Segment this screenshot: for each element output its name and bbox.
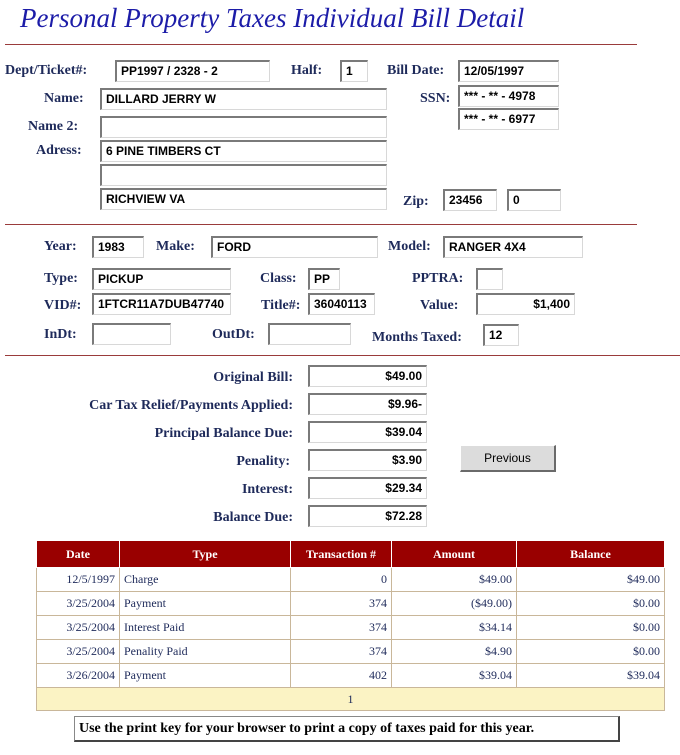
zip-ext-field[interactable]: 0 xyxy=(507,189,561,211)
model-label: Model: xyxy=(388,239,431,254)
cell-transaction: 374 xyxy=(291,616,392,640)
cell-amount: $34.14 xyxy=(392,616,517,640)
cell-type: Penality Paid xyxy=(120,640,291,664)
cell-balance: $49.00 xyxy=(517,568,665,592)
table-row xyxy=(37,568,665,592)
principal-balance-label: Principal Balance Due: xyxy=(154,426,293,441)
table-pager-row xyxy=(37,688,665,711)
address-line1-field[interactable]: 6 PINE TIMBERS CT xyxy=(100,140,387,162)
table-row xyxy=(37,640,665,664)
half-label: Half: xyxy=(291,63,323,78)
class-label: Class: xyxy=(260,271,297,286)
type-label: Type: xyxy=(44,271,78,286)
cell-transaction: 402 xyxy=(291,664,392,688)
previous-button[interactable]: Previous xyxy=(460,445,556,472)
title-number-field[interactable]: 36040113 xyxy=(308,293,375,315)
balance-due-field[interactable]: $72.28 xyxy=(308,505,427,527)
cell-type: Charge xyxy=(120,568,291,592)
cell-date: 3/25/2004 xyxy=(37,592,120,616)
table-row xyxy=(37,664,665,688)
cell-balance: $0.00 xyxy=(517,616,665,640)
outdt-label: OutDt: xyxy=(212,327,255,342)
print-instruction-note: Use the print key for your browser to print a copy of taxes paid for this year. xyxy=(74,716,620,742)
ssn-field-1[interactable]: *** - ** - 4978 xyxy=(458,85,559,107)
column-header-type: Type xyxy=(120,541,291,568)
cell-type: Payment xyxy=(120,592,291,616)
name-field[interactable]: DILLARD JERRY W xyxy=(100,88,387,110)
model-field[interactable]: RANGER 4X4 xyxy=(443,236,583,258)
cell-balance: $0.00 xyxy=(517,640,665,664)
column-header-date: Date xyxy=(37,541,120,568)
value-label: Value: xyxy=(420,298,459,313)
name2-field[interactable] xyxy=(100,116,387,138)
table-header-row xyxy=(37,541,665,568)
divider xyxy=(5,224,637,225)
cell-date: 3/25/2004 xyxy=(37,616,120,640)
outdt-field[interactable] xyxy=(268,323,351,345)
indt-field[interactable] xyxy=(92,323,171,345)
original-bill-label: Original Bill: xyxy=(213,370,293,385)
vid-field[interactable]: 1FTCR11A7DUB47740 xyxy=(92,293,231,315)
column-header-balance: Balance xyxy=(517,541,665,568)
year-label: Year: xyxy=(44,239,77,254)
ssn-field-2[interactable]: *** - ** - 6977 xyxy=(458,108,559,130)
make-label: Make: xyxy=(156,239,195,254)
table-row xyxy=(37,616,665,640)
column-header-transaction: Transaction # xyxy=(291,541,392,568)
cell-amount: $4.90 xyxy=(392,640,517,664)
cell-date: 12/5/1997 xyxy=(37,568,120,592)
interest-field[interactable]: $29.34 xyxy=(308,477,427,499)
dept-ticket-label: Dept/Ticket#: xyxy=(5,63,88,78)
penalty-label: Penality: xyxy=(236,454,290,469)
original-bill-field[interactable]: $49.00 xyxy=(308,365,427,387)
cell-type: Interest Paid xyxy=(120,616,291,640)
cell-amount: ($49.00) xyxy=(392,592,517,616)
value-field[interactable]: $1,400 xyxy=(476,293,575,315)
cell-date: 3/25/2004 xyxy=(37,640,120,664)
pptra-label: PPTRA: xyxy=(412,271,464,286)
cell-type: Payment xyxy=(120,664,291,688)
cell-amount: $39.04 xyxy=(392,664,517,688)
name2-label: Name 2: xyxy=(28,119,79,134)
year-field[interactable]: 1983 xyxy=(92,236,144,258)
address-label: Adress: xyxy=(36,143,82,158)
penalty-field[interactable]: $3.90 xyxy=(308,449,427,471)
interest-label: Interest: xyxy=(241,482,293,497)
type-field[interactable]: PICKUP xyxy=(92,268,231,290)
title-number-label: Title#: xyxy=(261,298,301,313)
half-field[interactable]: 1 xyxy=(340,60,368,82)
balance-due-label: Balance Due: xyxy=(213,510,293,525)
page-number-link[interactable]: 1 xyxy=(37,688,665,711)
address-line3-field[interactable]: RICHVIEW VA xyxy=(100,188,387,210)
page-title: Personal Property Taxes Individual Bill Detail xyxy=(20,3,525,33)
months-taxed-label: Months Taxed: xyxy=(372,330,462,345)
transactions-table xyxy=(36,540,665,711)
principal-balance-field[interactable]: $39.04 xyxy=(308,421,427,443)
vid-label: VID#: xyxy=(44,298,82,313)
car-tax-relief-label: Car Tax Relief/Payments Applied: xyxy=(89,398,293,413)
name-label: Name: xyxy=(44,91,84,106)
zip-label: Zip: xyxy=(403,194,429,209)
months-taxed-field[interactable]: 12 xyxy=(483,324,519,346)
bill-date-label: Bill Date: xyxy=(387,63,445,78)
bill-date-field[interactable]: 12/05/1997 xyxy=(458,60,559,82)
cell-transaction: 0 xyxy=(291,568,392,592)
column-header-amount: Amount xyxy=(392,541,517,568)
indt-label: InDt: xyxy=(44,327,77,342)
divider xyxy=(5,44,637,45)
cell-amount: $49.00 xyxy=(392,568,517,592)
make-field[interactable]: FORD xyxy=(211,236,378,258)
table-row xyxy=(37,592,665,616)
class-field[interactable]: PP xyxy=(308,268,340,290)
divider xyxy=(5,355,680,356)
ssn-label: SSN: xyxy=(420,91,451,106)
address-line2-field[interactable] xyxy=(100,164,387,186)
cell-date: 3/26/2004 xyxy=(37,664,120,688)
cell-balance: $0.00 xyxy=(517,592,665,616)
pptra-field[interactable] xyxy=(476,268,503,290)
cell-transaction: 374 xyxy=(291,592,392,616)
car-tax-relief-field[interactable]: $9.96- xyxy=(308,393,427,415)
cell-balance: $39.04 xyxy=(517,664,665,688)
cell-transaction: 374 xyxy=(291,640,392,664)
zip-field[interactable]: 23456 xyxy=(443,189,497,211)
dept-ticket-field[interactable]: PP1997 / 2328 - 2 xyxy=(115,60,270,82)
